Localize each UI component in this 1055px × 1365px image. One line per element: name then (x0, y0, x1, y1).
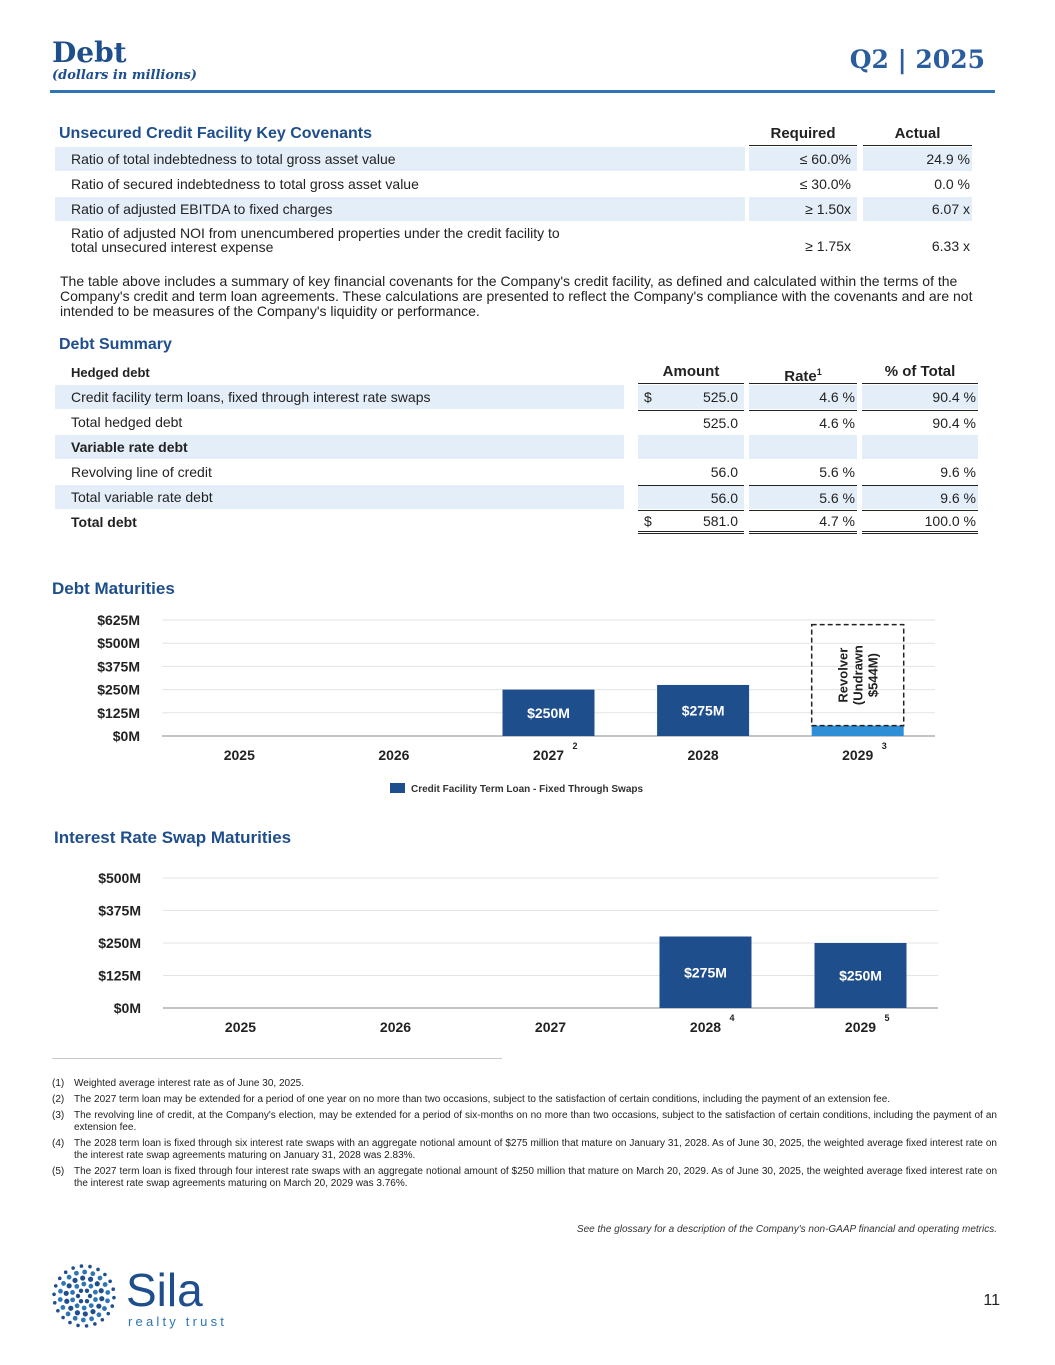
revolver-label-line: Revolver (835, 647, 851, 703)
logo-tagline: realty trust (128, 1314, 228, 1329)
covenant-required: ≥ 1.50x (749, 197, 857, 221)
x-tick-label: 2026 (378, 747, 410, 763)
rate-cell (749, 435, 857, 459)
covenant-actual: 6.07 x (863, 197, 972, 221)
glossary-note: See the glossary for a description of the Company's non-GAAP financial and operating metrics. (576, 1224, 997, 1235)
covenant-actual: 24.9 % (863, 147, 972, 171)
bar-data-label: $250M (527, 704, 570, 721)
revolver-label-line: (Undrawn (850, 645, 866, 706)
header-divider (50, 90, 995, 93)
amount-cell (638, 435, 744, 459)
x-tick-label: 2027 (532, 747, 565, 763)
footnote-item: (1) Weighted average interest rate as of June 30, 2025. (52, 1078, 304, 1089)
rate-cell: 4.7 % (749, 510, 857, 534)
page-title: Debt (52, 36, 127, 69)
y-tick-label: $125M (97, 704, 140, 721)
legend-label: Credit Facility Term Loan - Fixed Through Swaps (411, 784, 644, 795)
x-tick-label: 2026 (379, 1019, 412, 1035)
rate-cell: 4.6 % (749, 385, 857, 409)
revolver-label (836, 645, 881, 705)
page-number: 11 (983, 1292, 1000, 1309)
col-required: Required (749, 122, 857, 146)
y-tick-label: $375M (98, 902, 141, 919)
table-row (55, 222, 978, 258)
x-tick-label: 2027 (534, 1019, 567, 1035)
table-row: Revolving line of credit 56.0 5.6 % 9.6 % (55, 460, 978, 484)
x-tick-label: 2028 (687, 747, 719, 763)
bar-revolver-drawn (812, 726, 904, 736)
covenant-label: Ratio of secured indebtedness to total gross asset value (71, 176, 419, 192)
covenant-actual: 0.0 % (934, 176, 970, 192)
covenant-label: Ratio of adjusted NOI from unencumbered properties under the credit facility to total unsecured interest expense (71, 225, 560, 255)
y-tick-label: $0M (113, 1000, 141, 1016)
table-row: Credit facility term loans, fixed through interest rate swaps $ 525.0 4.6 % 90.4 % (55, 385, 978, 409)
debt-summary-table (55, 336, 978, 535)
covenant-required: ≥ 1.75x (805, 238, 851, 254)
pct-cell (862, 435, 978, 459)
x-tick-footnote: 2 (572, 741, 578, 751)
footnote-item: (4) The 2028 term loan is fixed through six interest rate swaps with an aggregate notional amount of $275 million that mature on January 31, 2028. As of June 30, 2025, the weighted average fixed interest rate on the interest rate swap agreements maturing on January 31, 2028 was 2.83%. (52, 1138, 997, 1161)
y-tick-label: $625M (97, 612, 140, 628)
covenant-label: Ratio of adjusted EBITDA to fixed charges (55, 197, 745, 221)
x-tick-label: 2025 (223, 747, 255, 763)
debt-maturities-chart (0, 600, 1055, 800)
x-tick-footnote: 5 (884, 1013, 890, 1023)
bar-data-label: $250M (839, 967, 882, 984)
revolver-label-line: $544M) (865, 653, 881, 698)
table-row (55, 147, 978, 171)
swap-maturities-title: Interest Rate Swap Maturities (54, 828, 292, 847)
table-row: Total debt $ 581.0 4.7 % 100.0 % (55, 510, 978, 534)
pct-cell: 100.0 % (862, 510, 978, 534)
bar-data-label: $275M (684, 964, 727, 981)
x-tick-footnote: 3 (881, 741, 887, 751)
rate-cell: 5.6 % (819, 464, 855, 480)
amount-cell: 56.0 (638, 485, 744, 509)
bar-data-label: $275M (681, 702, 725, 719)
rate-cell: 4.6 % (749, 410, 857, 434)
legend-swatch (390, 783, 405, 793)
amount-cell: 56.0 (710, 464, 738, 480)
pct-cell: 9.6 % (862, 485, 978, 509)
footnote-item: (5) The 2027 term loan is fixed through four interest rate swaps with an aggregate notional amount of $250 million that mature on March 20, 2029. As of June 30, 2025, the weighted average fixed interest rate on the interest rate swap agreements maturing on March 20, 2029 was 3.76%. (52, 1166, 997, 1189)
y-tick-label: $125M (98, 967, 141, 984)
col-amount: Amount (638, 360, 744, 384)
table-header-row (55, 360, 978, 384)
hedged-debt-header: Hedged debt (71, 364, 150, 380)
col-rate: Rate$^1$ (749, 360, 857, 384)
rate-cell: 5.6 % (749, 485, 857, 509)
footnote-item: (3) The revolving line of credit, at the Company's election, may be extended for a period of six-months on no more than two occasions, subject to the satisfaction of certain conditions, including the payment of an extension fee. (52, 1110, 997, 1133)
swap-maturities-chart (0, 860, 1055, 1040)
covenants-note: The table above includes a summary of key financial covenants for the Company's credit facility, as defined and calculated within the terms of the Company's credit and term loan agreements. These calculations are presented to reflect the Company's compliance with the covenants and are not intended to be measures of the Company's liquidity or performance. (60, 273, 973, 319)
table-row (55, 172, 978, 196)
x-tick-label: 2025 (224, 1019, 257, 1035)
x-tick-footnote: 4 (729, 1013, 735, 1023)
amount-cell: $ 525.0 (638, 385, 744, 409)
y-tick-label: $500M (98, 870, 141, 886)
col-actual: Actual (863, 122, 972, 146)
covenant-label: Ratio of total indebtedness to total gross asset value (55, 147, 745, 171)
y-tick-label: $375M (97, 658, 140, 675)
covenant-actual: 6.33 x (931, 238, 970, 254)
footnote-divider (52, 1058, 502, 1059)
sila-logo (50, 1262, 250, 1330)
covenants-table (55, 122, 978, 259)
covenant-required: ≤ 60.0% (749, 147, 857, 171)
y-tick-label: $250M (97, 681, 140, 698)
footnote-item: (2) The 2027 term loan may be extended for a period of one year on no more than two occasions, subject to the satisfaction of certain conditions, including the payment of an extension fee. (52, 1094, 891, 1105)
amount-cell: 525.0 (638, 410, 744, 434)
table-row: Total variable rate debt 56.0 5.6 % 9.6 % (55, 485, 978, 509)
amount-cell: $ 581.0 (638, 510, 744, 534)
quarter-label: Q2 | 2025 (849, 45, 985, 74)
y-tick-label: $250M (98, 935, 141, 951)
pct-cell: 90.4 % (862, 410, 978, 434)
logo-wordmark: Sila (126, 1264, 203, 1316)
covenant-required: ≤ 30.0% (799, 176, 851, 192)
pct-cell: 9.6 % (940, 464, 976, 480)
pct-cell: 90.4 % (862, 385, 978, 409)
table-row (55, 197, 978, 221)
debt-maturities-title: Debt Maturities (52, 579, 175, 598)
table-row: Variable rate debt (55, 435, 978, 459)
x-tick-label: 2029 (844, 1019, 877, 1035)
x-tick-label: 2029 (842, 747, 874, 763)
y-tick-label: $0M (112, 728, 140, 744)
y-tick-label: $500M (97, 635, 140, 652)
page-subtitle: (dollars in millions) (52, 68, 197, 83)
covenants-title: Unsecured Credit Facility Key Covenants (59, 125, 372, 142)
debt-summary-title: Debt Summary (59, 336, 172, 353)
logo-burst-icon (52, 1264, 116, 1327)
col-pct: % of Total (862, 360, 978, 384)
footnotes (52, 1078, 997, 1194)
x-tick-label: 2028 (689, 1019, 722, 1035)
table-row: Total hedged debt 525.0 4.6 % 90.4 % (55, 410, 978, 434)
